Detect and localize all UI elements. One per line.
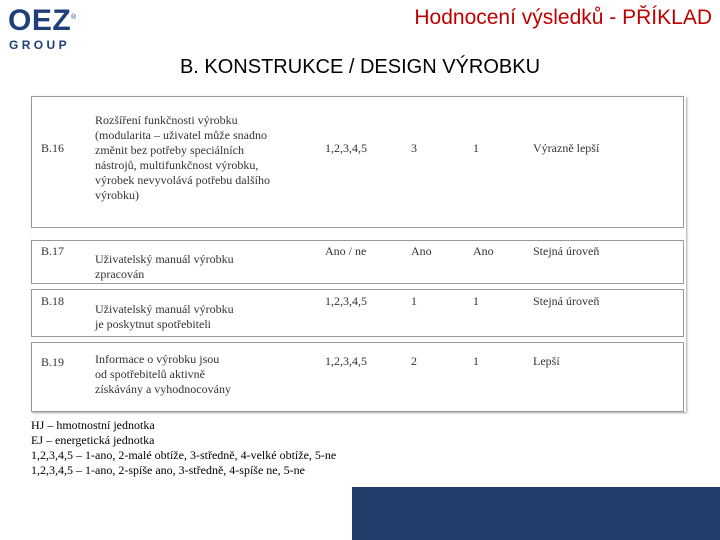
row-scale: 1,2,3,4,5 [325,141,367,155]
row-value-b: Ano [473,244,494,258]
row-result: Stejná úroveň [533,244,600,258]
row-value-a: Ano [411,244,432,258]
section-title: B. KONSTRUKCE / DESIGN VÝROBKU [179,56,541,78]
row-value-b: 1 [473,354,479,368]
logo-text: OEZ [8,4,72,37]
row-description: Rozšíření funkčnosti výrobku (modularita – uživatel může snadno změnit bez potřeby speciálních nástrojů, multifunkčnost výrobku, výrobek nevyvolává potřebu dalšího výrobku) [95,113,270,202]
evaluation-table [31,96,686,412]
row-value-b: 1 [473,141,479,155]
row-code: B.18 [41,294,65,308]
table-row [31,96,684,228]
row-value-a: 3 [411,141,417,155]
legend-line: 1,2,3,4,5 – 1-ano, 2-malé obtíže, 3-středně, 4-velké obtíže, 5-ne [31,448,337,462]
logo-subtext: GROUP [9,38,71,52]
row-description: Uživatelský manuál výrobku zpracován [95,252,234,281]
row-value-a: 2 [411,354,417,368]
slide-header-title: Hodnocení výsledků - PŘÍKLAD [414,6,712,29]
row-scale: 1,2,3,4,5 [325,294,367,308]
row-result: Stejná úroveň [533,294,600,308]
legend-line: 1,2,3,4,5 – 1-ano, 2-spíše ano, 3-středně, 4-spíše ne, 5-ne [31,463,305,477]
row-value-b: 1 [473,294,479,308]
row-scale: 1,2,3,4,5 [325,354,367,368]
row-result: Lepší [533,354,560,368]
row-description: Informace o výrobku jsou od spotřebitelů aktivně získávány a vyhodnocovány [95,352,231,396]
oez-group-logo [8,6,80,54]
legend-line: EJ – energetická jednotka [31,433,155,447]
row-code: B.19 [41,355,65,369]
row-code: B.17 [41,244,65,258]
logo-registered-mark: ® [71,14,77,21]
legend [31,418,336,478]
row-description: Uživatelský manuál výrobku je poskytnut spotřebiteli [95,302,234,331]
row-result: Výrazně lepší [533,141,600,155]
table-row [31,240,684,284]
table-row [31,289,684,337]
table-row [31,342,684,412]
row-scale: Ano / ne [325,244,367,258]
legend-line: HJ – hmotnostní jednotka [31,418,155,432]
row-value-a: 1 [411,294,417,308]
footer-bar [352,487,720,540]
row-code: B.16 [41,141,65,155]
